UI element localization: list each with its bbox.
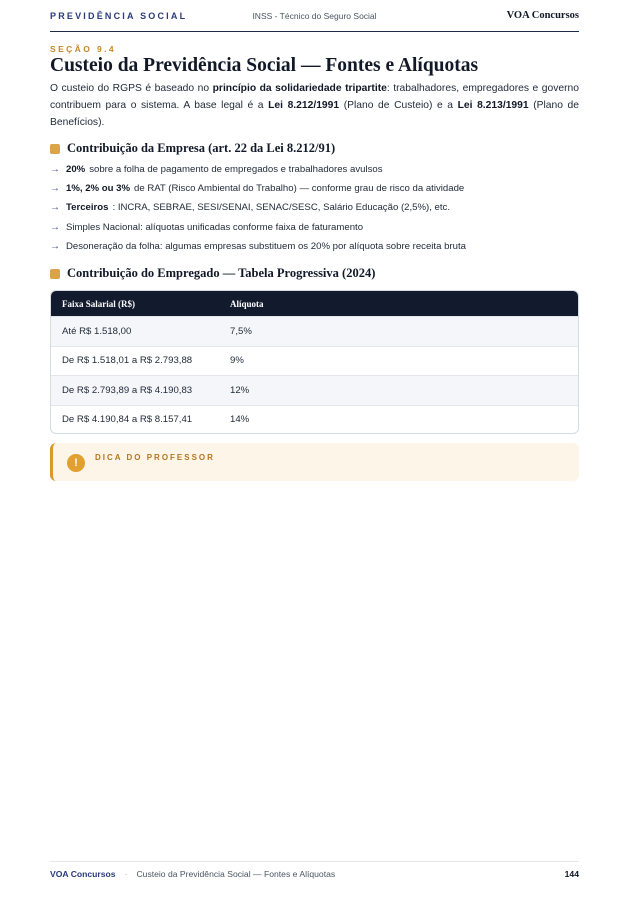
page-number: 144 [564,868,579,879]
intro-bold-law-8212: Lei 8.212/1991 [268,100,340,111]
cell-aliquota: 14% [230,414,250,426]
square-bullet-icon [50,269,60,279]
list-item: → Simples Nacional: alíquotas unificadas conforme faixa de faturamento [50,221,364,233]
empresa-heading [50,141,335,156]
cell-faixa: De R$ 4.190,84 a R$ 8.157,41 [62,414,193,426]
cell-aliquota: 9% [230,355,244,367]
contribution-table [50,290,579,434]
table-header [51,291,578,316]
arrow-right-icon: → [50,221,60,233]
column-header-aliquota: Alíquota [230,298,264,309]
table-row [51,346,578,376]
square-bullet-icon [50,144,60,154]
empregado-heading-text: Contribuição do Empregado — Tabela Progressiva (2024) [67,266,376,280]
list-item: → Terceiros : INCRA, SEBRAE, SESI/SENAI, SENAC/SESC, Salário Educação (2,5%), etc. [50,202,450,214]
footer-separator: · [124,868,128,879]
exclamation-icon: ! [67,454,85,472]
table-row [51,316,578,346]
arrow-right-icon: → [50,240,60,252]
list-item: → Desoneração da folha: algumas empresas substituem os 20% por alíquota sobre receita bruta [50,240,466,252]
section-title: Custeio da Previdência Social — Fontes e Alíquotas [50,55,479,76]
empresa-heading-text: Contribuição da Empresa (art. 22 da Lei 8.212/91) [67,141,336,155]
arrow-right-icon: → [50,202,60,214]
arrow-right-icon: → [50,183,60,195]
intro-paragraph: O custeio do RGPS é baseado no princípio da solidariedade tripartite: trabalhadores, empregadores e governo contribuem para o sistema. A base legal é a Lei 8.212/1991 (Plano de Custeio) e a Lei 8.213/1991 (Plano de Benefícios). [50,83,579,128]
cell-faixa: Até R$ 1.518,00 [62,325,132,337]
list-item: → 1%, 2% ou 3% de RAT (Risco Ambiental do Trabalho) — conforme grau de risco da atividade [50,183,465,195]
header-course: INSS - Técnico do Seguro Social [252,11,377,21]
cell-aliquota: 12% [230,384,250,396]
cell-aliquota: 7,5% [230,325,252,337]
tip-label: DICA DO PROFESSOR [95,453,215,462]
header-brand: VOA Concursos [506,10,579,21]
page-footer [50,861,579,885]
empregado-heading [50,266,375,281]
footer-title: Custeio da Previdência Social — Fontes e Alíquotas [136,868,336,879]
tip-box [50,443,579,481]
page-header [50,0,579,32]
cell-faixa: De R$ 2.793,89 a R$ 4.190,83 [62,384,193,396]
column-header-faixa: Faixa Salarial (R$) [62,298,135,309]
empresa-list [50,160,587,256]
cell-faixa: De R$ 1.518,01 a R$ 2.793,88 [62,355,193,367]
header-subject: PREVIDÊNCIA SOCIAL [50,10,188,21]
intro-bold-principle: princípio da solidariedade tripartite [212,83,387,94]
section-label: SEÇÃO 9.4 [50,44,117,54]
footer-brand: VOA Concursos [50,868,116,879]
table-row [51,405,578,435]
arrow-right-icon: → [50,164,60,176]
list-item: → 20% sobre a folha de pagamento de empregados e trabalhadores avulsos [50,164,383,176]
table-row [51,375,578,405]
intro-bold-law-8213: Lei 8.213/1991 [457,100,529,111]
